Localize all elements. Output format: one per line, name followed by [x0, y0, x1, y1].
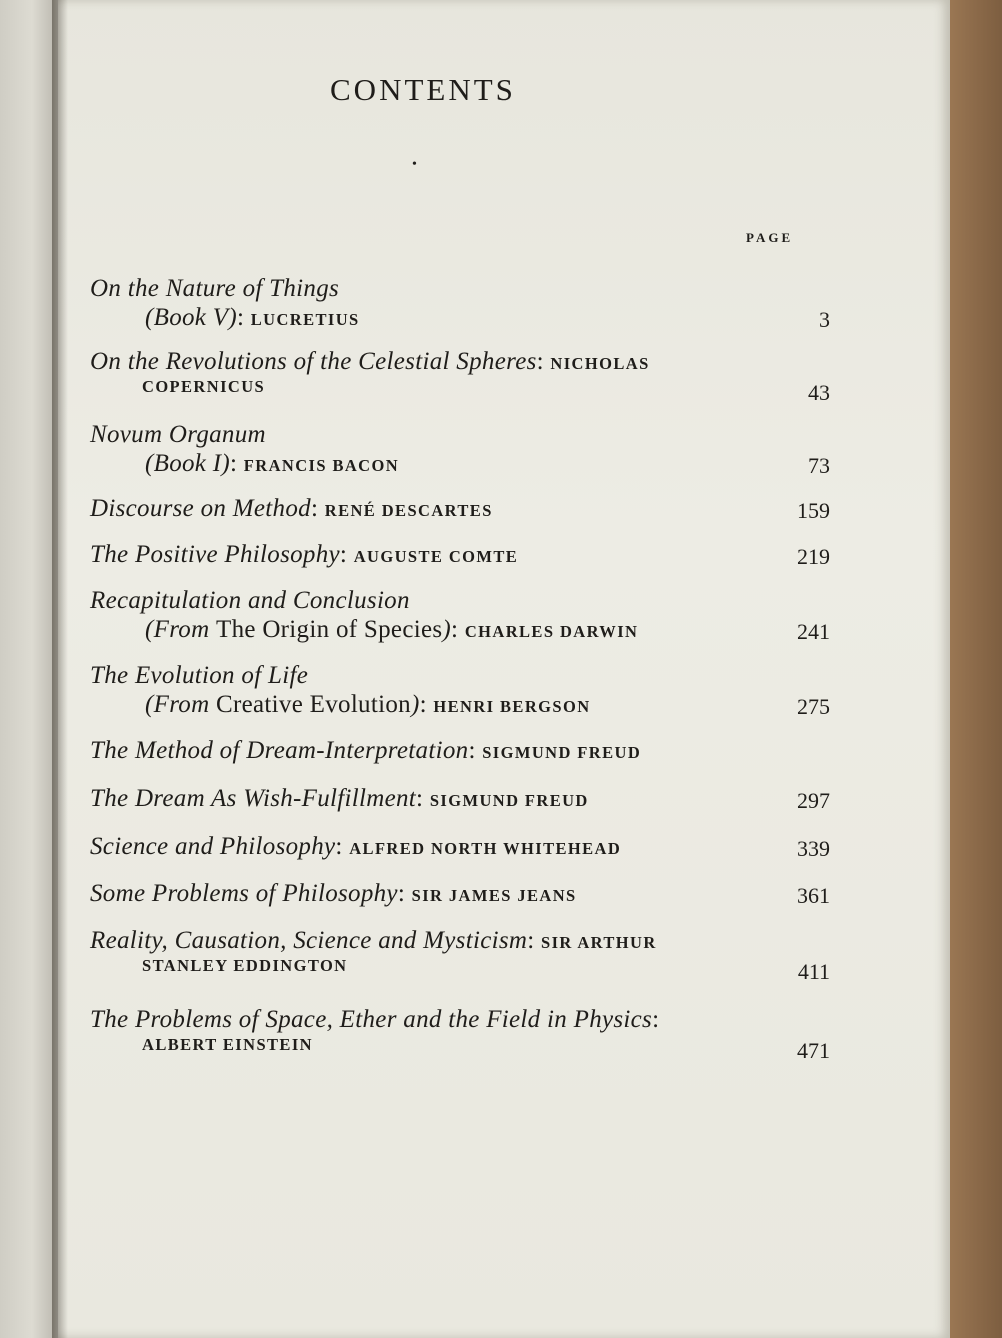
- entry-title-suffix: ): [442, 616, 452, 643]
- entry-title-prefix: (From: [145, 616, 217, 643]
- entry-work-title: Creative Evolution: [216, 691, 411, 718]
- entry-author: RENÉ DESCARTES: [324, 501, 493, 520]
- entry-title-suffix: ): [410, 691, 420, 718]
- entry-title-part: (Book I): [145, 450, 230, 477]
- entry-author: CHARLES DARWIN: [464, 622, 639, 641]
- contents-entry: The Evolution of Life (From Creative Evolution): HENRI BERGSON 275: [90, 662, 830, 719]
- page-number: 159: [797, 498, 830, 523]
- gutter-shadow: [52, 0, 68, 1338]
- page-number: 73: [808, 453, 830, 478]
- entry-author-cont: COPERNICUS: [142, 377, 266, 396]
- page-number: 241: [797, 619, 830, 644]
- entry-author: ALFRED NORTH WHITEHEAD: [349, 839, 622, 858]
- page-number: 219: [797, 544, 830, 569]
- entry-title: The Evolution of Life: [90, 662, 309, 689]
- contents-entry: The Method of Dream-Interpretation: SIGMUND FREUD: [90, 737, 642, 764]
- contents-entry: Recapitulation and Conclusion (From The Origin of Species): CHARLES DARWIN 241: [90, 587, 830, 644]
- entry-author: HENRI BERGSON: [433, 697, 591, 716]
- entry-author-cont: ALBERT EINSTEIN: [142, 1035, 313, 1054]
- page-number: 411: [797, 959, 830, 984]
- contents-entry: Novum Organum (Book I): FRANCIS BACON 73: [90, 421, 830, 478]
- contents-entry: Reality, Causation, Science and Mysticism: SIR ARTHUR STANLEY EDDINGTON 411: [90, 927, 830, 984]
- page-number: 43: [808, 380, 830, 405]
- entry-author: SIGMUND FREUD: [429, 791, 589, 810]
- entry-author: SIGMUND FREUD: [482, 743, 642, 762]
- entry-author-cont: STANLEY EDDINGTON: [142, 956, 348, 975]
- entry-author: SIR ARTHUR: [541, 933, 657, 952]
- entry-title-prefix: (From: [145, 691, 217, 718]
- page-title: CONTENTS: [330, 72, 516, 107]
- contents-entry: Discourse on Method: RENÉ DESCARTES 159: [90, 495, 830, 523]
- page-number: 471: [797, 1038, 830, 1063]
- entry-title: On the Nature of Things: [90, 275, 340, 302]
- entry-title: Novum Organum: [90, 421, 266, 448]
- page-number: 339: [797, 836, 830, 861]
- contents-entry: On the Nature of Things (Book V): LUCRETIUS 3: [90, 275, 830, 332]
- entry-author: SIR JAMES JEANS: [411, 886, 577, 905]
- book-page: [58, 0, 950, 1338]
- entry-author: LUCRETIUS: [250, 310, 360, 329]
- page-number: 275: [797, 694, 830, 719]
- left-page-edge: [0, 0, 58, 1338]
- entry-title: Discourse on Method: [90, 495, 311, 522]
- page-number: 3: [819, 307, 830, 332]
- entry-title: The Method of Dream-Interpretation: [90, 737, 469, 764]
- contents-entry: Some Problems of Philosophy: SIR JAMES JEANS 361: [90, 880, 830, 908]
- page-number: 361: [797, 883, 830, 908]
- page-number: 297: [797, 788, 830, 813]
- entry-title: Reality, Causation, Science and Mysticism: [90, 927, 528, 954]
- entry-title: The Problems of Space, Ether and the Field in Physics: [90, 1006, 653, 1033]
- entry-title: Science and Philosophy: [90, 833, 336, 860]
- entry-title-part: (Book V): [145, 304, 237, 331]
- page-column-label: PAGE: [746, 230, 794, 245]
- entry-title: The Dream As Wish-Fulfillment: [90, 785, 417, 812]
- entry-author: NICHOLAS: [550, 354, 650, 373]
- ornament-mark: •: [412, 157, 417, 172]
- entry-title: Recapitulation and Conclusion: [90, 587, 410, 614]
- entry-author: FRANCIS BACON: [243, 456, 400, 475]
- contents-entry: On the Revolutions of the Celestial Spheres: NICHOLAS COPERNICUS 43: [90, 348, 830, 405]
- contents-entry: The Problems of Space, Ether and the Field in Physics: ALBERT EINSTEIN 471: [90, 1006, 830, 1063]
- entry-title: On the Revolutions of the Celestial Spheres: [90, 348, 537, 375]
- entry-author: AUGUSTE COMTE: [353, 547, 519, 566]
- entry-work-title: The Origin of Species: [216, 616, 443, 643]
- contents-entry: Science and Philosophy: ALFRED NORTH WHITEHEAD 339: [90, 833, 830, 861]
- entry-title: The Positive Philosophy: [90, 541, 340, 568]
- entry-title: Some Problems of Philosophy: [90, 880, 398, 907]
- contents-entry: The Dream As Wish-Fulfillment: SIGMUND FREUD 297: [90, 785, 830, 813]
- contents-entry: The Positive Philosophy: AUGUSTE COMTE 219: [90, 541, 830, 569]
